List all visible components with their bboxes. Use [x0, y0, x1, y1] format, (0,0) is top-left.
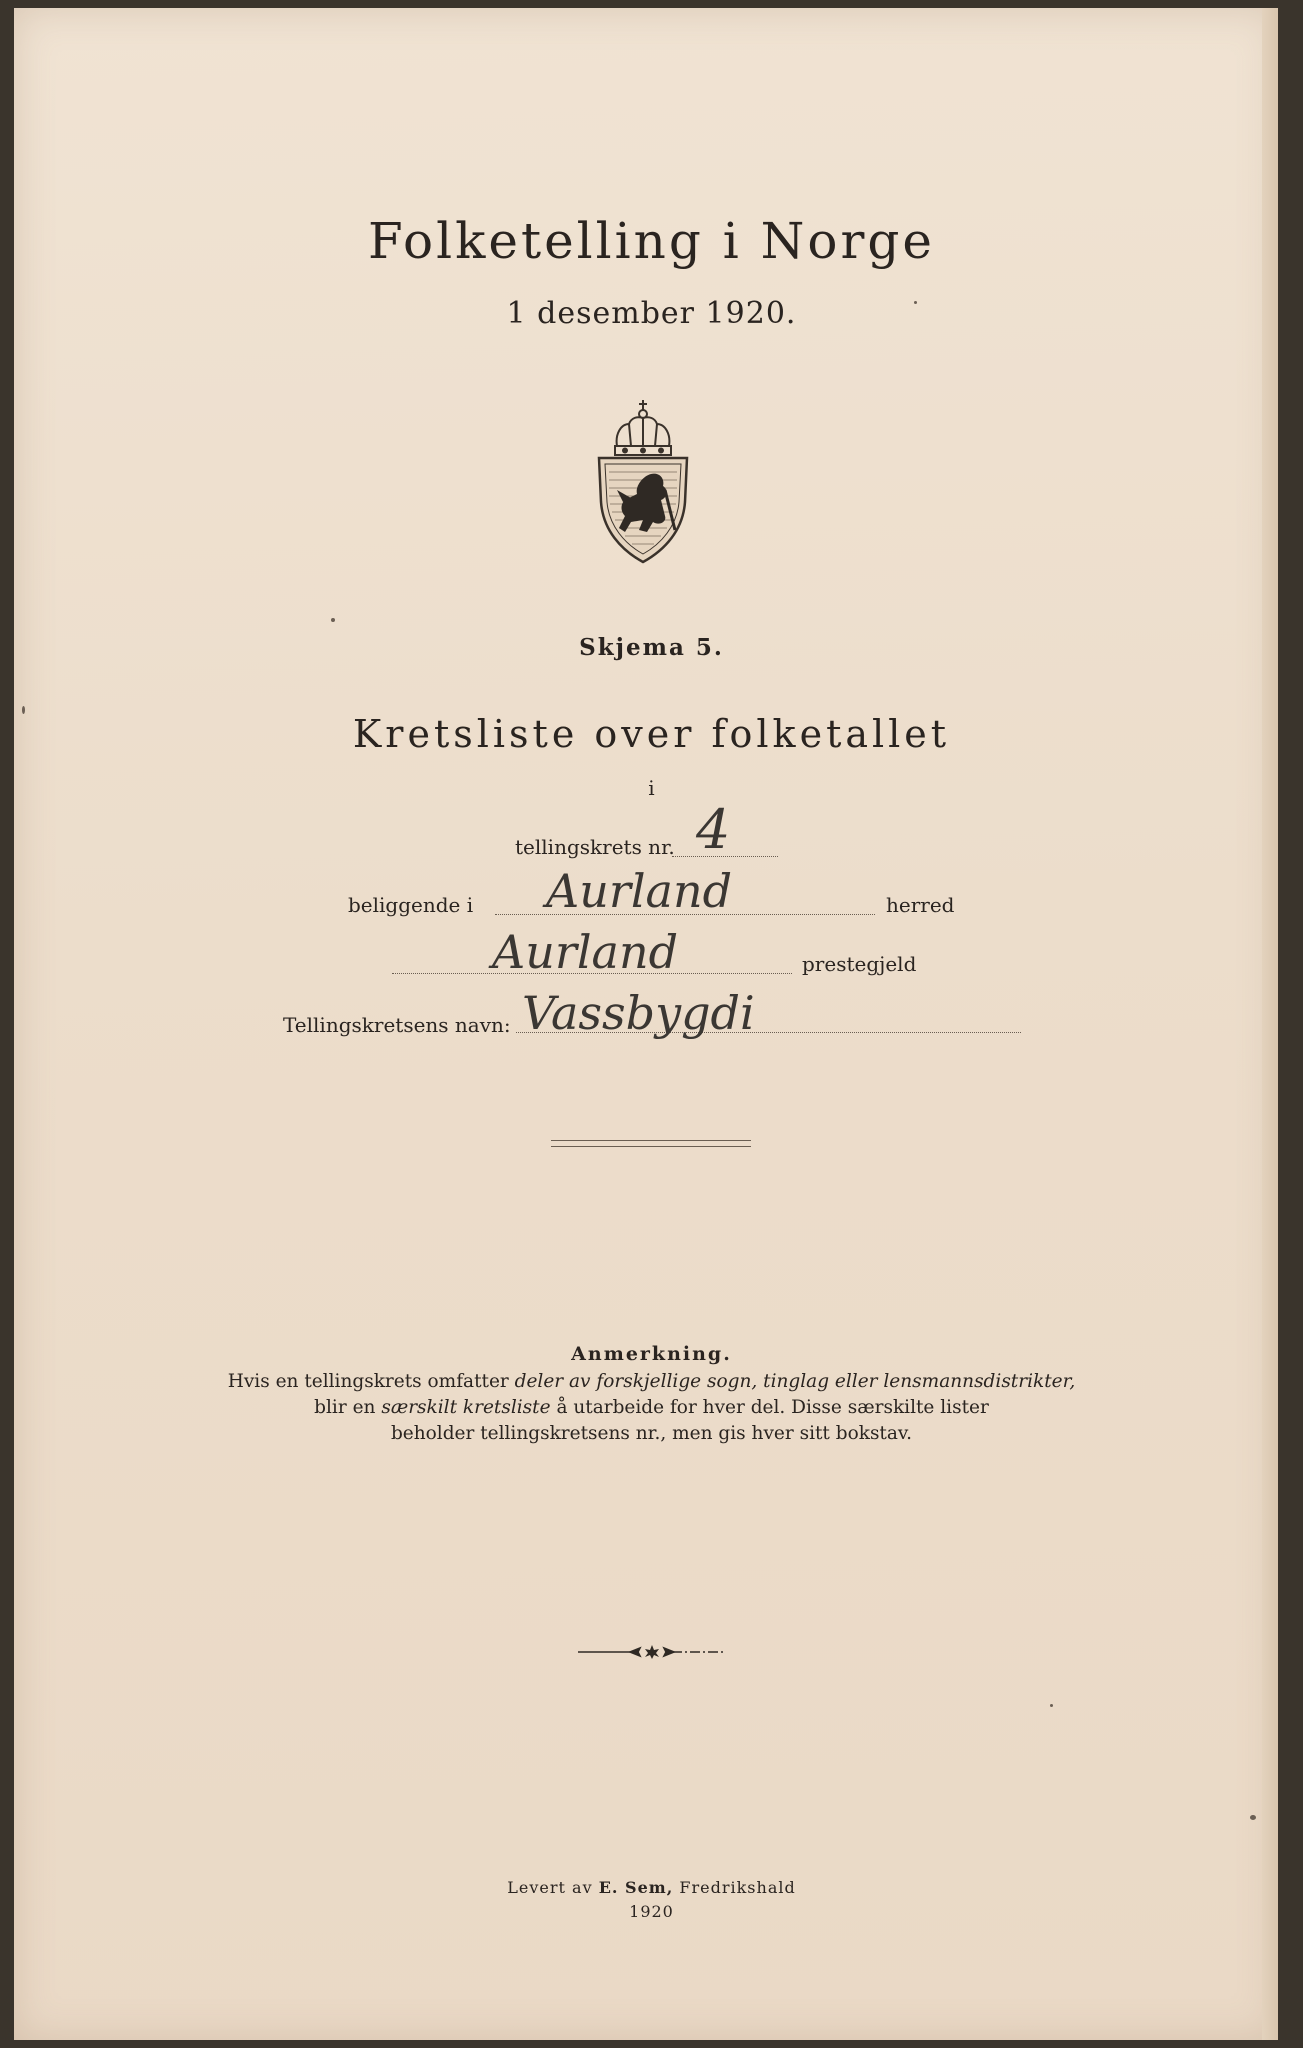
heading-preposition: i — [648, 776, 655, 800]
note-heading: Anmerkning. — [571, 1343, 732, 1365]
printer-year: 1920 — [629, 1902, 674, 1921]
paper-speck — [331, 618, 335, 622]
schema-number: Skjema 5. — [579, 634, 724, 661]
herred-label: herred — [886, 893, 955, 917]
prestegjeld-value: Aurland — [492, 925, 679, 979]
paper-speck — [914, 301, 917, 304]
decorative-ornament-icon — [576, 1644, 728, 1660]
paper-speck — [22, 706, 25, 714]
kretsnavn-value: Vassbygdi — [522, 986, 755, 1040]
note-line-2: blir en særskilt kretsliste å utarbeide for hver del. Disse særskilte lister — [314, 1397, 989, 1418]
note-line-1: Hvis en tellingskrets omfatter deler av forskjellige sogn, tinglag eller lensmannsdistrikter, — [227, 1371, 1076, 1392]
paper-speck — [1250, 1815, 1256, 1820]
kretsnavn-label: Tellingskretsens navn: — [283, 1013, 511, 1037]
document-date: 1 desember 1920. — [506, 296, 797, 331]
beliggende-label: beliggende i — [348, 893, 474, 917]
form-heading: Kretsliste over folketallet — [352, 712, 951, 756]
tellingskrets-value: 4 — [696, 798, 731, 861]
herred-value: Aurland — [546, 864, 733, 918]
section-divider — [551, 1140, 751, 1147]
note-line-3: beholder tellingskretsens nr., men gis hver sitt bokstav. — [390, 1423, 913, 1444]
norwegian-coat-of-arms-icon — [595, 394, 691, 566]
prestegjeld-label: prestegjeld — [802, 952, 917, 976]
tellingskrets-label: tellingskrets nr. — [515, 835, 675, 859]
document-title: Folketelling i Norge — [368, 212, 935, 270]
printer-credit: Levert av E. Sem, Fredrikshald — [507, 1878, 796, 1897]
paper-speck — [1050, 1704, 1053, 1707]
